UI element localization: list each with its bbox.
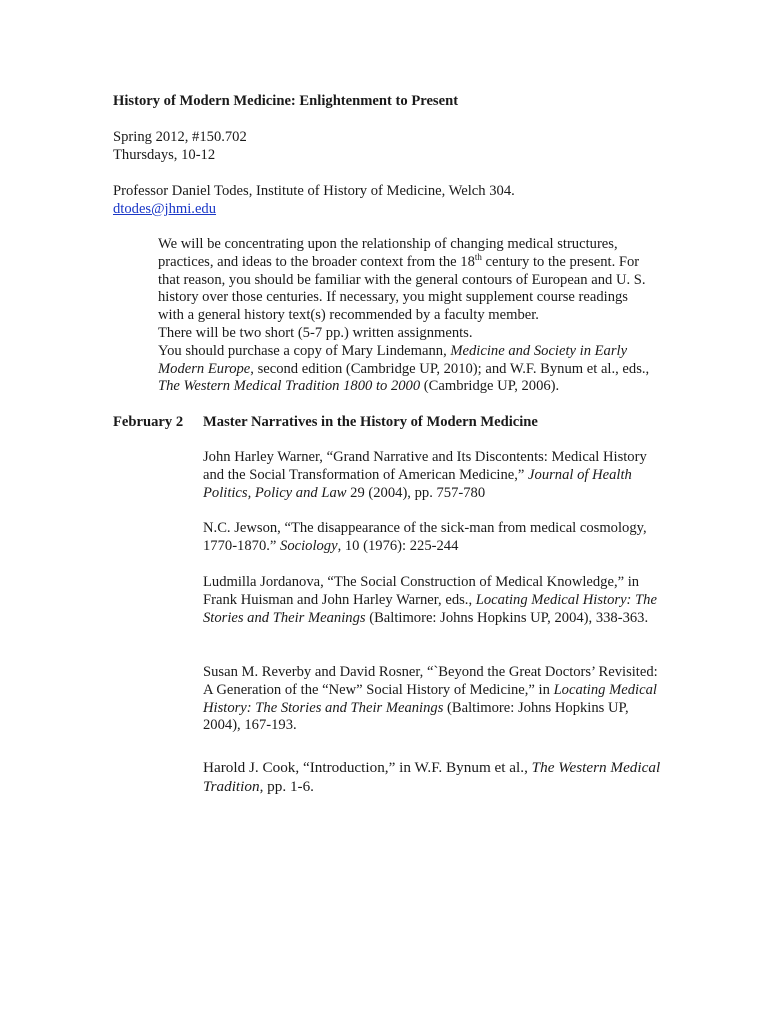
- session-date: February 2: [113, 414, 184, 430]
- reading-source: Sociology: [280, 537, 338, 554]
- reading-item: [203, 758, 663, 796]
- reading-item: [203, 574, 663, 627]
- intro-paragraph: [113, 236, 653, 325]
- reading-source: Journal of Health Politics, Policy and Law: [203, 466, 632, 501]
- text: , second edition (Cambridge UP, 2010); and W.F. Bynum et al., eds.,: [250, 360, 650, 377]
- session-topic: Master Narratives in the History of Modern Medicine: [203, 414, 538, 430]
- superscript: th: [474, 251, 482, 262]
- intro-text: century to the present. For that reason, you should be familiar with the general contours of European and U. S. history over those centuries. If necessary, you might supplement course readings with a general history text(s) recommended by a faculty member.: [158, 253, 646, 324]
- professor-email-link[interactable]: dtodes@jhmi.edu: [113, 200, 217, 217]
- course-intro: [113, 236, 653, 396]
- reading-item: [203, 520, 663, 556]
- course-info: [113, 129, 247, 165]
- reading-text: , 10 (1976): 225-244: [337, 537, 459, 554]
- reading-text: (Baltimore: Johns Hopkins UP, 2004), 338-363.: [365, 609, 649, 626]
- reading-text: (Baltimore: Johns Hopkins UP, 2004), 167-193.: [203, 699, 629, 734]
- session-heading: [113, 414, 538, 432]
- reading-text: Ludmilla Jordanova, “The Social Construction of Medical Knowledge,” in Frank Huisman and John Harley Warner, eds.,: [203, 574, 640, 608]
- intro-text: We will be concentrating upon the relationship of changing medical structures, practices, and ideas to the broader context from the 18: [158, 236, 618, 270]
- course-term: Spring 2012, #150.702: [113, 129, 247, 145]
- reading-item: [203, 449, 663, 502]
- professor-info: [113, 183, 515, 219]
- book-title: Medicine and Society in Early Modern Europe: [158, 342, 628, 377]
- text: (Cambridge UP, 2006).: [420, 378, 560, 395]
- course-meeting-time: Thursdays, 10-12: [113, 146, 216, 163]
- assignments-paragraph: There will be two short (5-7 pp.) written assignments.: [158, 324, 473, 341]
- reading-text: John Harley Warner, “Grand Narrative and Its Discontents: Medical History and the Social Transformation of American Medicine,”: [203, 449, 647, 483]
- course-title: History of Modern Medicine: Enlightenment to Present: [113, 93, 459, 109]
- reading-source: The Western Medical Tradition: [203, 759, 661, 795]
- reading-text: N.C. Jewson, “The disappearance of the sick-man from medical cosmology, 1770-1870.”: [203, 520, 647, 554]
- reading-source: Locating Medical History: The Stories and Their Meanings: [203, 591, 657, 626]
- reading-item: [203, 664, 663, 735]
- book-title: The Western Medical Tradition 1800 to 2000: [158, 378, 421, 395]
- reading-source: Locating Medical History: The Stories and Their Meanings: [203, 681, 657, 716]
- professor-line: Professor Daniel Todes, Institute of History of Medicine, Welch 304.: [113, 183, 515, 199]
- textbooks-paragraph: [113, 343, 653, 396]
- text: You should purchase a copy of Mary Lindemann,: [158, 342, 451, 359]
- reading-text: , pp. 1-6.: [259, 778, 314, 795]
- reading-text: Susan M. Reverby and David Rosner, “`Beyond the Great Doctors’ Revisited: A Generation of the “New” Social History of Medicine,” in: [203, 664, 658, 698]
- reading-text: Harold J. Cook, “Introduction,” in W.F. Bynum et al.,: [203, 759, 532, 776]
- reading-text: 29 (2004), pp. 757-780: [346, 484, 486, 501]
